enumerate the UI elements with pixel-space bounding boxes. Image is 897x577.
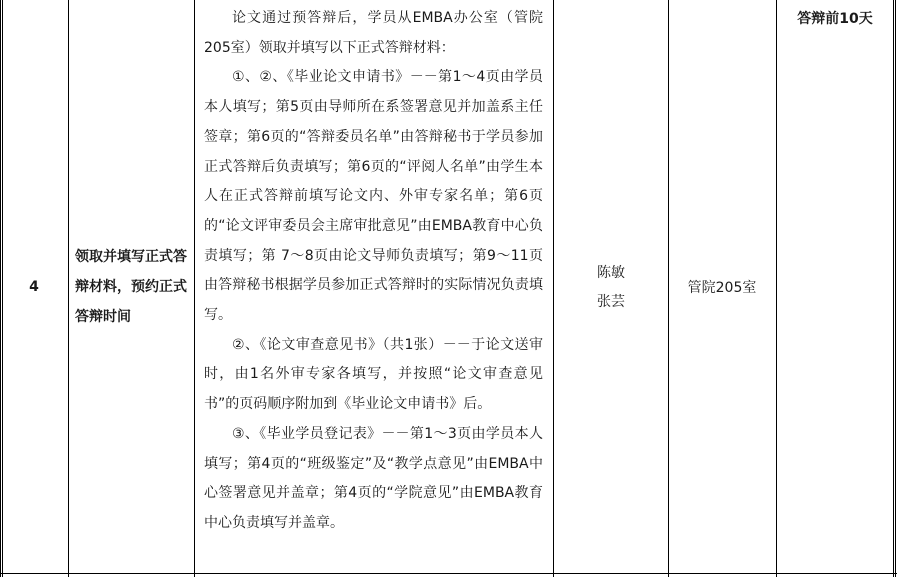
row-number: 4 bbox=[29, 278, 39, 295]
description-paragraph: 论文通过预答辩后，学员从EMBA办公室（管院205室）领取并填写以下正式答辩材料： bbox=[204, 10, 543, 56]
description-paragraph: ②、《论文审查意见书》（共1张）－－于论文送审时，由1名外审专家各填写，并按照“论文审查意见书”的页码顺序附加到《毕业论文申请书》后。 bbox=[204, 336, 543, 413]
row-divider bbox=[0, 573, 897, 574]
column-divider bbox=[553, 0, 554, 577]
table-border bbox=[895, 0, 896, 577]
deadline-cell: 答辩前10天 bbox=[797, 11, 873, 27]
person-name: 陈敏 bbox=[597, 264, 625, 281]
task-title: 领取并填写正式答辩材料，预约正式答辩时间 bbox=[75, 248, 187, 325]
column-divider bbox=[194, 0, 195, 577]
task-cell bbox=[71, 0, 191, 573]
table-border bbox=[893, 0, 894, 577]
table-border bbox=[0, 0, 1, 577]
responsible-persons-cell bbox=[556, 0, 666, 573]
column-divider bbox=[776, 0, 777, 577]
column-divider bbox=[68, 0, 69, 577]
description-paragraph: ①、②、《毕业论文申请书》－－第1～4页由学员本人填写；第5页由导师所在系签署意见并加盖系主任签章；第6页的“答辩委员名单”由答辩秘书于学员参加正式答辩后负责填写；第6页的“评阅人名单”由学生本人在正式答辩前填写论文内、外审专家名单；第6页的“论文评审委员会主席审批意见”由EMBA教育中心负责填写；第 7～8页由论文导师负责填写；第9～11页由答辩秘书根据学员参加正式答辩时的实际情况负责填写。 bbox=[204, 69, 543, 324]
column-divider bbox=[668, 0, 669, 577]
location-cell: 管院205室 bbox=[687, 279, 757, 296]
description-paragraph: ③、《毕业学员登记表》－－第1～3页由学员本人填写；第4页的“班级鉴定”及“教学点意见”由EMBA中心签署意见并盖章；第4页的“学院意见”由EMBA教育中心负责填写并盖章。 bbox=[204, 425, 543, 531]
description-cell bbox=[197, 0, 551, 573]
person-name: 张芸 bbox=[597, 293, 625, 310]
